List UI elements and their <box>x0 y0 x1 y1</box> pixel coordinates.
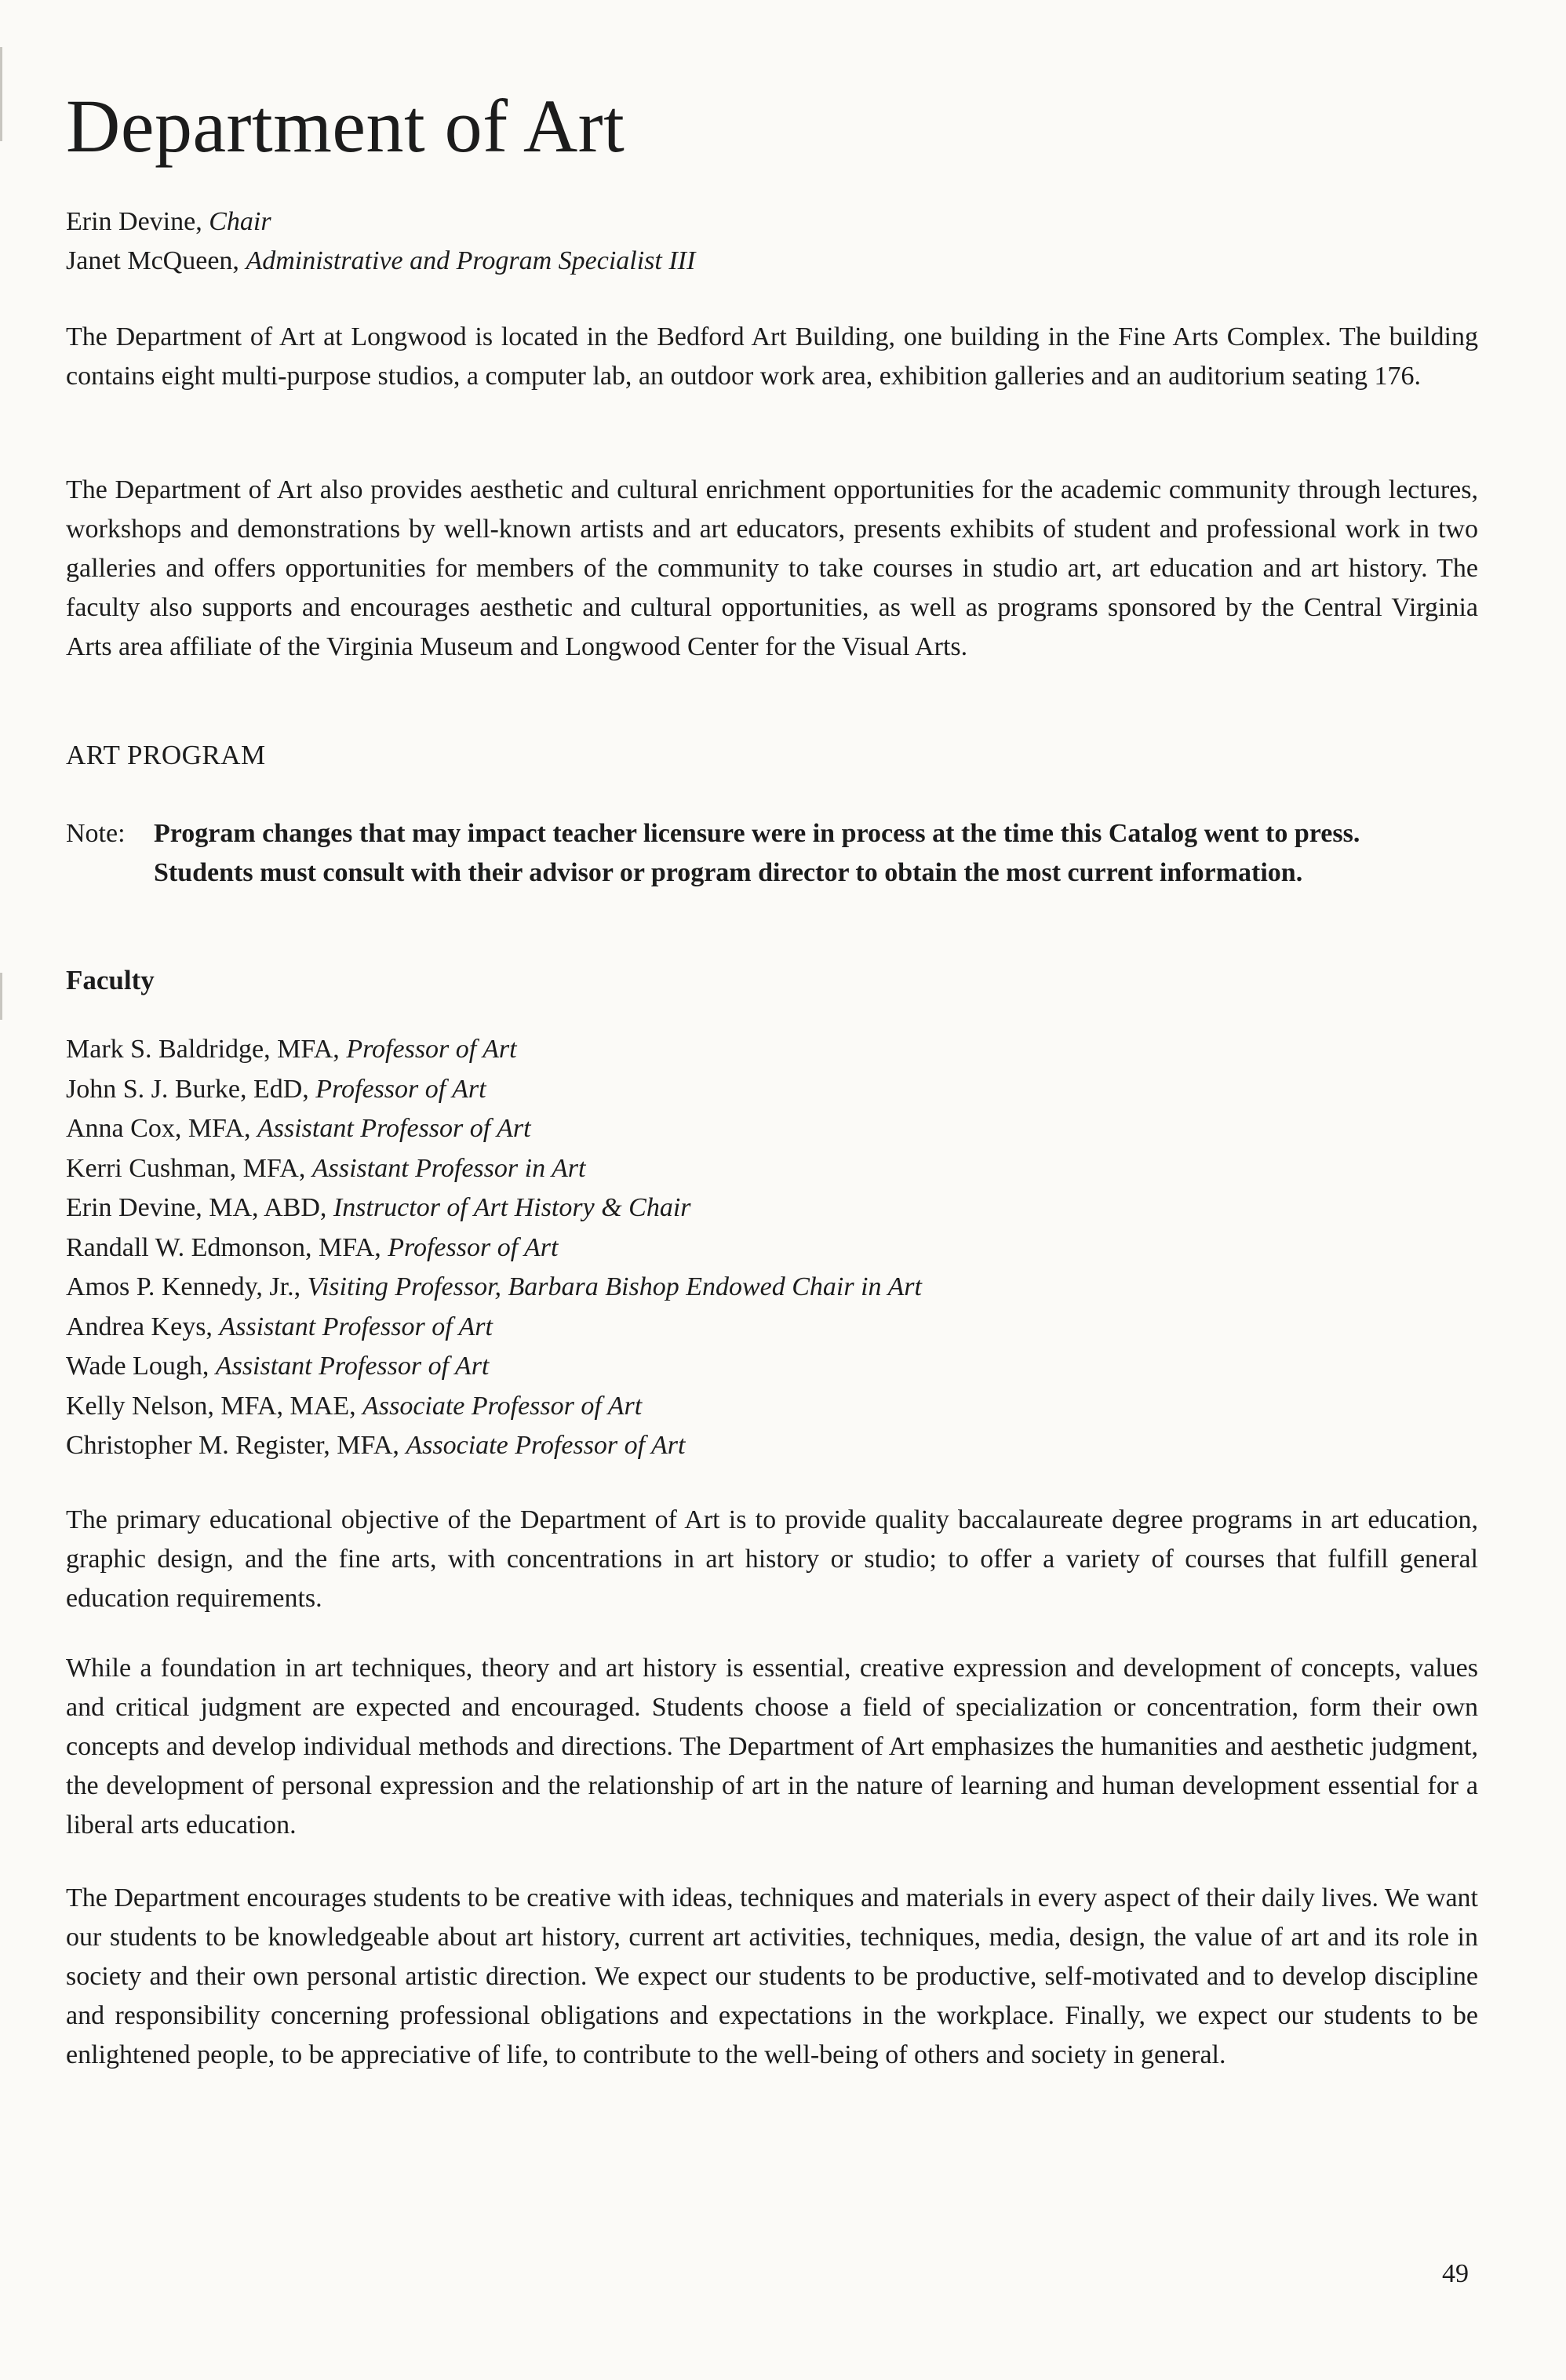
faculty-member <box>66 1188 922 1228</box>
faculty-heading: Faculty <box>66 965 155 995</box>
faculty-member <box>66 1149 922 1189</box>
encouragement-paragraph: The Department encourages students to be creative with ideas, techniques and materials in every aspect of their daily lives. We want our students to be knowledgeable about art history, current art activities, techniques, media, design, the value of art and its role in society and their own personal artistic direction. We expect our students to be productive, self-motivated and to develop discipline and responsibility concerning professional obligations and expectations in the workplace. Finally, we expect our students to be enlightened people, to be appreciative of life, to contribute to the well-being of others and society in general. <box>66 1883 1478 2069</box>
faculty-member <box>66 1109 922 1149</box>
admin-title: Administrative and Program Specialist III <box>246 246 696 275</box>
faculty-title: Associate Professor of Art <box>406 1431 686 1460</box>
faculty-title: Assistant Professor in Art <box>311 1153 586 1183</box>
faculty-member <box>66 1347 922 1387</box>
faculty-name: Kerri Cushman, MFA, <box>66 1153 306 1183</box>
page-title: Department of Art <box>66 84 625 168</box>
art-program-heading: ART PROGRAM <box>66 740 266 770</box>
faculty-name: Randall W. Edmonson, MFA, <box>66 1232 381 1262</box>
chair-name: Erin Devine, <box>66 207 202 236</box>
faculty-title: Assistant Professor of Art <box>219 1312 493 1341</box>
faculty-name: Mark S. Baldridge, MFA, <box>66 1035 340 1064</box>
faculty-member <box>66 1030 922 1070</box>
faculty-title: Professor of Art <box>315 1074 486 1104</box>
faculty-member <box>66 1228 922 1268</box>
faculty-title: Assistant Professor of Art <box>215 1352 490 1381</box>
faculty-title: Associate Professor of Art <box>362 1391 643 1421</box>
faculty-name: Amos P. Kennedy, Jr., <box>66 1272 301 1301</box>
intro-paragraph-enrichment: The Department of Art also provides aesthetic and cultural enrichment opportunities for the academic community through lectures, workshops and demonstrations by well-known artists and art educators, presents exhibits of student and professional work in two galleries and offers opportunities for members of the community to take courses in studio art, art education and art history. The faculty also supports and encourages aesthetic and cultural opportunities, as well as programs sponsored by the Central Virginia Arts area affiliate of the Virginia Museum and Longwood Center for the Visual Arts. <box>66 475 1478 661</box>
faculty-title: Instructor of Art History & Chair <box>333 1193 691 1222</box>
faculty-name: Wade Lough, <box>66 1352 209 1381</box>
department-officers <box>66 202 695 281</box>
admin-line <box>66 242 695 281</box>
faculty-title: Visiting Professor, Barbara Bishop Endowed Chair in Art <box>307 1272 922 1301</box>
page-number: 49 <box>1442 2259 1469 2288</box>
intro-paragraph-facilities: The Department of Art at Longwood is located in the Bedford Art Building, one building in the Fine Arts Complex. The building contains eight multi-purpose studios, a computer lab, an outdoor work area, exhibition galleries and an auditorium seating 176. <box>66 322 1478 391</box>
chair-title: Chair <box>209 207 271 236</box>
faculty-title: Professor of Art <box>346 1035 517 1064</box>
faculty-title: Assistant Professor of Art <box>257 1114 531 1143</box>
objective-paragraph: The primary educational objective of the Department of Art is to provide quality baccalaureate degree programs in art education, graphic design, and the fine arts, with concentrations in art history or studio; to offer a variety of courses that fulfill general education requirements. <box>66 1505 1478 1613</box>
faculty-name: Christopher M. Register, MFA, <box>66 1431 399 1460</box>
faculty-member <box>66 1426 922 1466</box>
foundation-paragraph: While a foundation in art techniques, theory and art history is essential, creative expression and development of concepts, values and critical judgment are expected and encouraged. Students choose a field of specialization or concentration, form their own concepts and develop individual methods and directions. The Department of Art emphasizes the humanities and aesthetic judgment, the development of personal expression and the relationship of art in the nature of learning and human development essential for a liberal arts education. <box>66 1654 1478 1840</box>
scan-edge-mark <box>0 973 2 1020</box>
faculty-member <box>66 1308 922 1348</box>
admin-name: Janet McQueen, <box>66 246 239 275</box>
scan-edge-mark <box>0 47 2 141</box>
faculty-member <box>66 1070 922 1110</box>
note-label: Note: <box>66 819 126 848</box>
faculty-name: Erin Devine, MA, ABD, <box>66 1193 327 1222</box>
faculty-name: Andrea Keys, <box>66 1312 213 1341</box>
faculty-name: John S. J. Burke, EdD, <box>66 1074 309 1104</box>
faculty-member <box>66 1268 922 1308</box>
faculty-name: Kelly Nelson, MFA, MAE, <box>66 1391 356 1421</box>
faculty-member <box>66 1387 922 1427</box>
chair-line <box>66 202 695 242</box>
faculty-list <box>66 1030 922 1466</box>
faculty-title: Professor of Art <box>388 1232 559 1262</box>
note-text: Program changes that may impact teacher licensure were in process at the time this Catalog went to press. Students must consult with their advisor or program director to obtain the most current information. <box>154 819 1360 887</box>
faculty-name: Anna Cox, MFA, <box>66 1114 251 1143</box>
